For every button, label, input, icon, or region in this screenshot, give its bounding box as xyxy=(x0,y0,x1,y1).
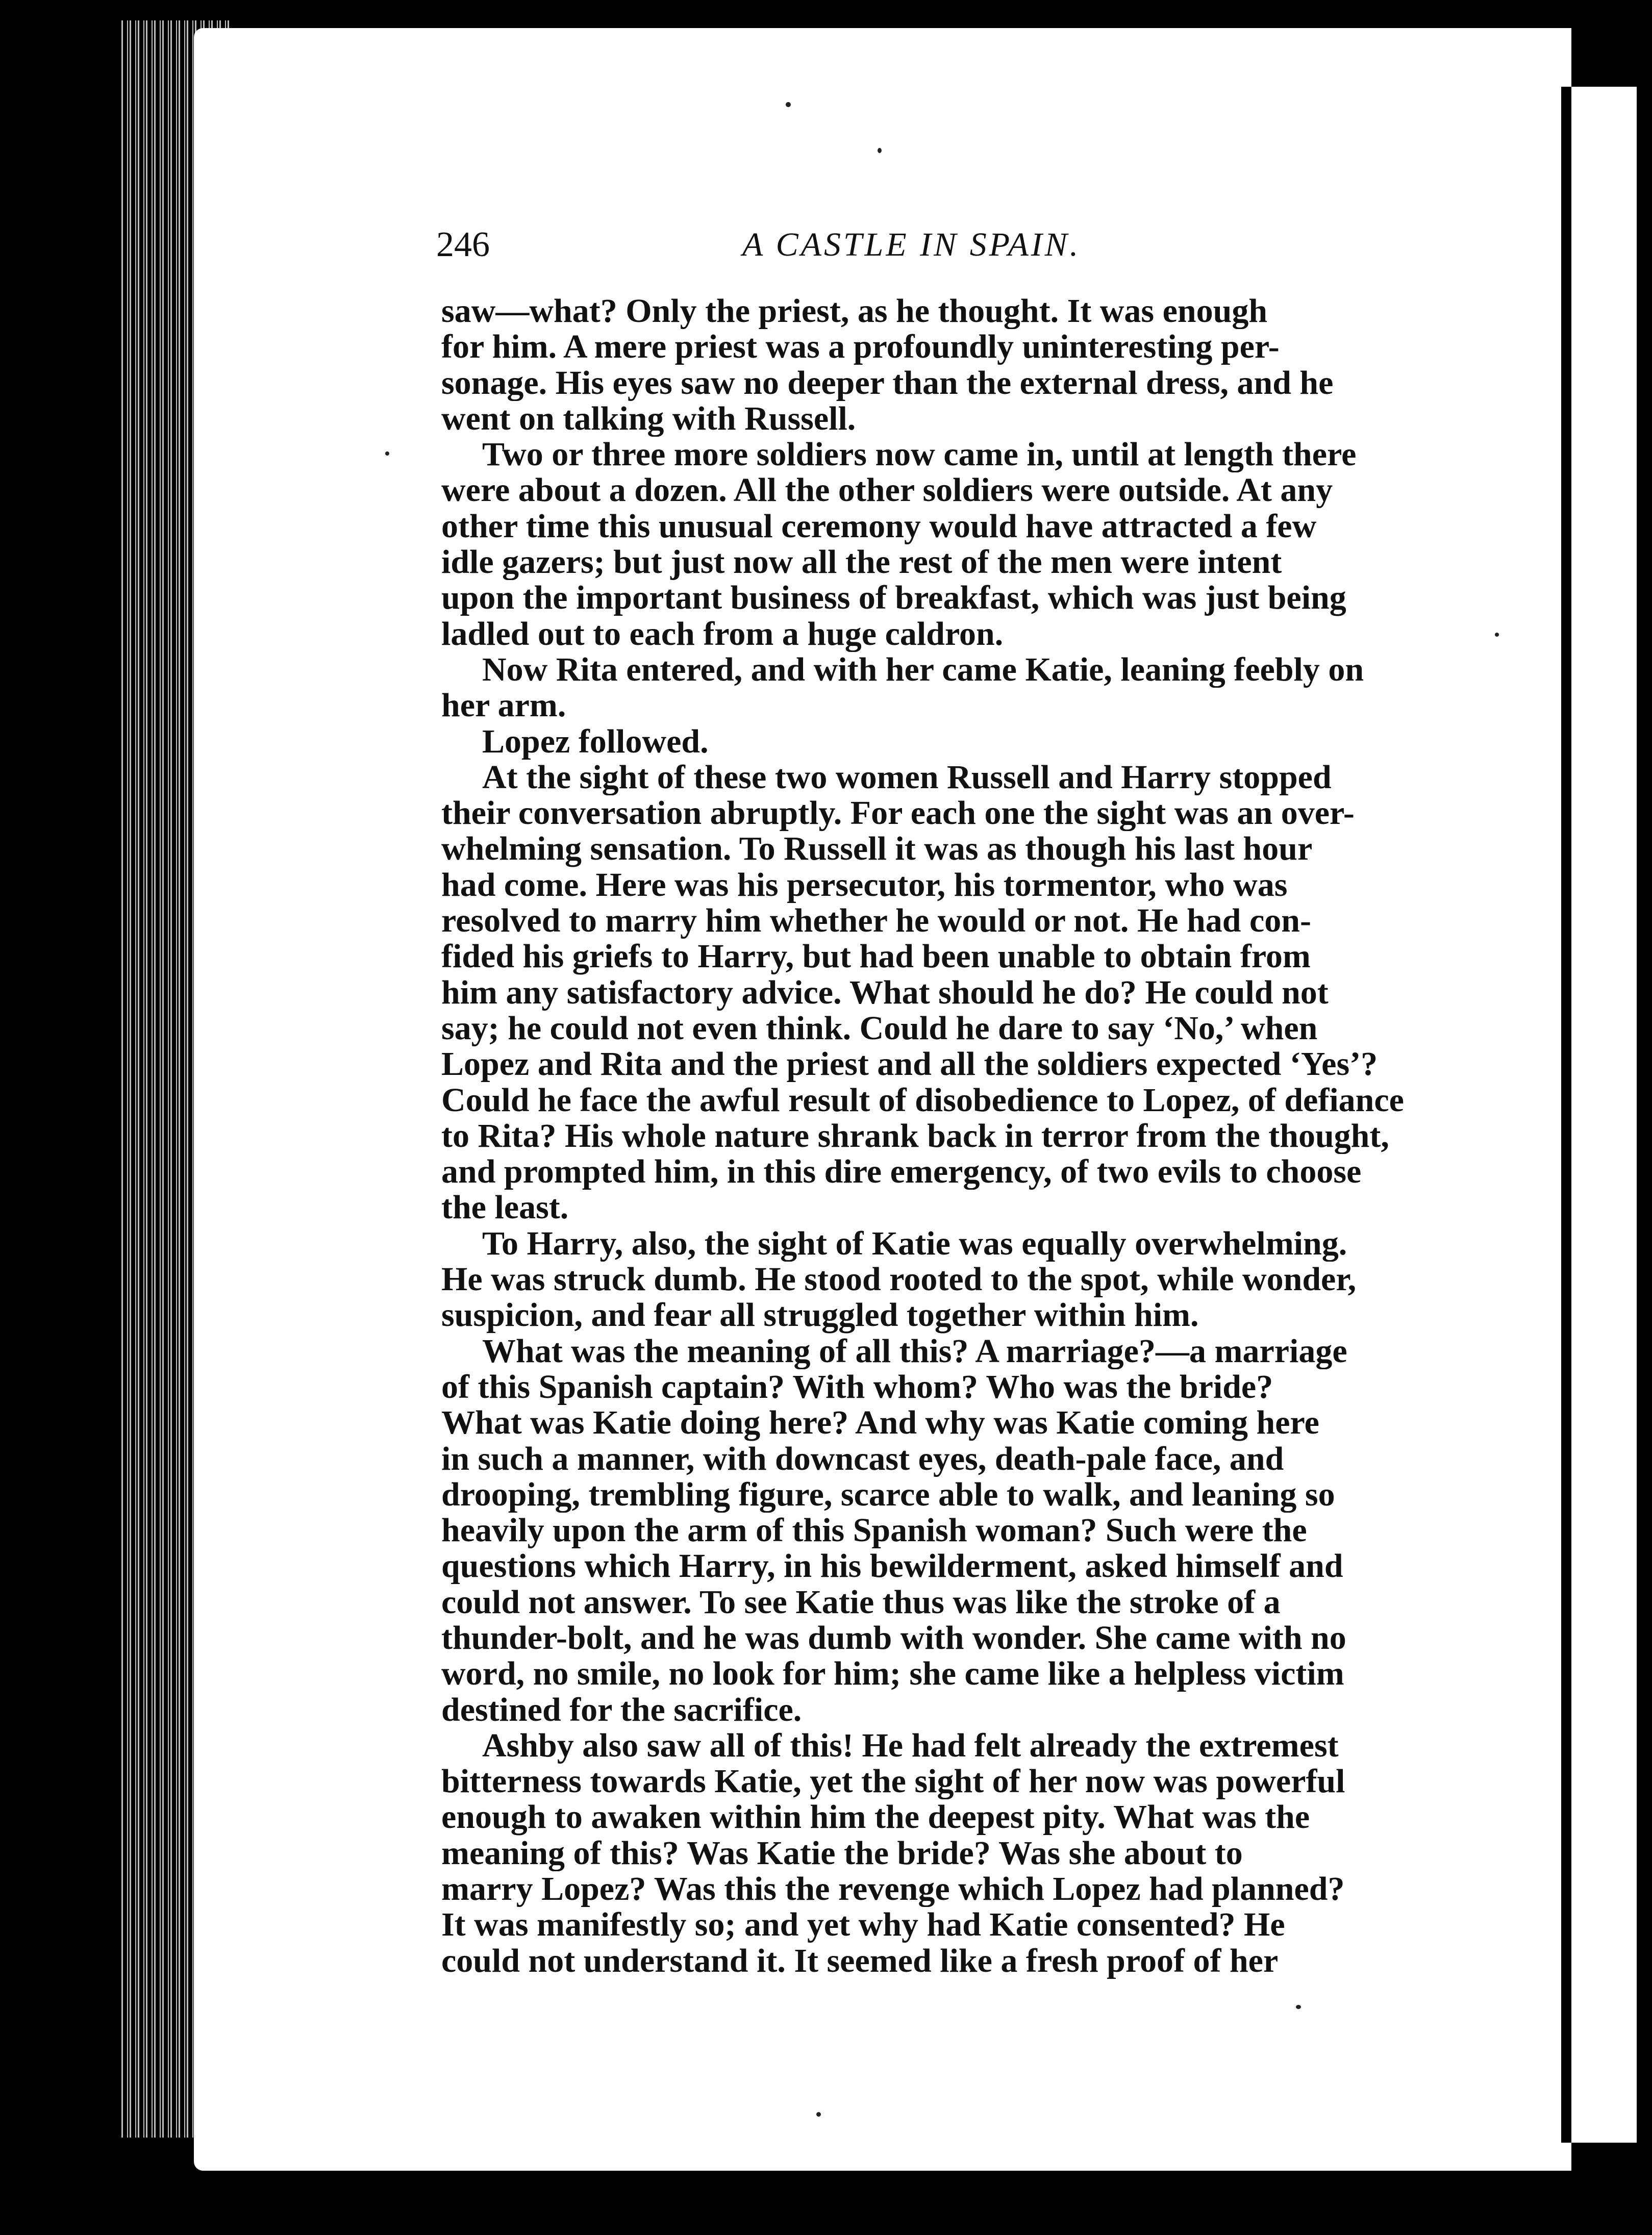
text-line: ladled out to each from a huge caldron. xyxy=(441,616,1004,652)
facing-page-edge xyxy=(1571,87,1637,2143)
text-line: other time this unusual ceremony would have attracted a few xyxy=(441,508,1317,545)
text-line: for him. A mere priest was a profoundly uninteresting per- xyxy=(441,329,1280,365)
text-line: questions which Harry, in his bewilderment, asked himself and xyxy=(441,1548,1343,1585)
text-line: sonage. His eyes saw no deeper than the external dress, and he xyxy=(441,365,1334,401)
scan-speck xyxy=(786,102,791,107)
text-line: drooping, trembling figure, scarce able to walk, and leaning so xyxy=(441,1476,1335,1513)
text-line: fided his griefs to Harry, but had been unable to obtain from xyxy=(441,939,1311,975)
text-line: upon the important business of breakfast, which was just being xyxy=(441,580,1346,616)
text-line: her arm. xyxy=(441,688,566,724)
text-line: were about a dozen. All the other soldiers were outside. At any xyxy=(441,472,1333,509)
text-line: Now Rita entered, and with her came Katie, leaning feebly on xyxy=(482,651,1364,688)
text-line: heavily upon the arm of this Spanish woman? Such were the xyxy=(441,1513,1307,1549)
text-line: word, no smile, no look for him; she came like a helpless victim xyxy=(441,1656,1344,1692)
text-line: had come. Here was his persecutor, his tormentor, who was xyxy=(441,867,1288,903)
text-line: whelming sensation. To Russell it was as though his last hour xyxy=(441,831,1313,867)
text-line: At the sight of these two women Russell and Harry stopped xyxy=(482,759,1332,796)
text-line: saw—what? Only the priest, as he thought. It was enough xyxy=(441,293,1268,330)
text-line: He was struck dumb. He stood rooted to the spot, while wonder, xyxy=(441,1262,1357,1298)
text-line: enough to awaken within him the deepest pity. What was the xyxy=(441,1799,1310,1836)
text-line: of this Spanish captain? With whom? Who was the bride? xyxy=(441,1369,1273,1405)
text-line: resolved to marry him whether he would or not. He had con- xyxy=(441,903,1311,939)
text-line: Ashby also saw all of this! He had felt already the extremest xyxy=(482,1727,1339,1764)
text-line: went on talking with Russell. xyxy=(441,400,856,437)
text-line: It was manifestly so; and yet why had Katie consented? He xyxy=(441,1907,1285,1943)
text-line: in such a manner, with downcast eyes, death-pale face, and xyxy=(441,1441,1284,1477)
body-text xyxy=(441,293,1457,1979)
page-edge-shadow xyxy=(1561,87,1572,2143)
text-line: Two or three more soldiers now came in, until at length there xyxy=(482,437,1357,473)
text-line: bitterness towards Katie, yet the sight of her now was powerful xyxy=(441,1764,1345,1800)
text-line: the least. xyxy=(441,1190,569,1226)
running-head: A CASTLE IN SPAIN. xyxy=(742,226,1081,263)
scan-speck xyxy=(385,451,389,456)
text-line: Lopez followed. xyxy=(482,723,709,760)
text-line: meaning of this? Was Katie the bride? Was she about to xyxy=(441,1835,1243,1872)
text-line: and prompted him, in this dire emergency, of two evils to choose xyxy=(441,1154,1362,1190)
text-line: idle gazers; but just now all the rest of the men were intent xyxy=(441,544,1282,581)
text-line: suspicion, and fear all struggled together within him. xyxy=(441,1297,1199,1334)
text-line: their conversation abruptly. For each one the sight was an over- xyxy=(441,795,1355,832)
scan-speck xyxy=(1495,633,1499,637)
text-line: Lopez and Rita and the priest and all the soldiers expected ‘Yes’? xyxy=(441,1046,1378,1083)
text-line: to Rita? His whole nature shrank back in terror from the thought, xyxy=(441,1118,1389,1154)
text-line: him any satisfactory advice. What should he do? He could not xyxy=(441,974,1329,1011)
scan-speck xyxy=(1296,2005,1301,2009)
text-line: destined for the sacrifice. xyxy=(441,1692,802,1728)
page-header xyxy=(436,219,1472,275)
text-line: What was the meaning of all this? A marriage?—a marriage xyxy=(482,1333,1347,1369)
text-line: could not understand it. It seemed like a fresh proof of her xyxy=(441,1943,1279,1979)
text-line: say; he could not even think. Could he dare to say ‘No,’ when xyxy=(441,1010,1318,1047)
scan-speck xyxy=(816,2112,821,2117)
text-line: To Harry, also, the sight of Katie was equally overwhelming. xyxy=(482,1225,1347,1262)
text-line: What was Katie doing here? And why was Katie coming here xyxy=(441,1405,1319,1441)
text-line: could not answer. To see Katie thus was like the stroke of a xyxy=(441,1584,1281,1620)
scan-speck xyxy=(878,148,882,153)
text-line: thunder-bolt, and he was dumb with wonder. She came with no xyxy=(441,1620,1346,1656)
page-number: 246 xyxy=(436,225,490,264)
text-line: marry Lopez? Was this the revenge which Lopez had planned? xyxy=(441,1871,1345,1907)
text-line: Could he face the awful result of disobedience to Lopez, of defiance xyxy=(441,1082,1404,1118)
